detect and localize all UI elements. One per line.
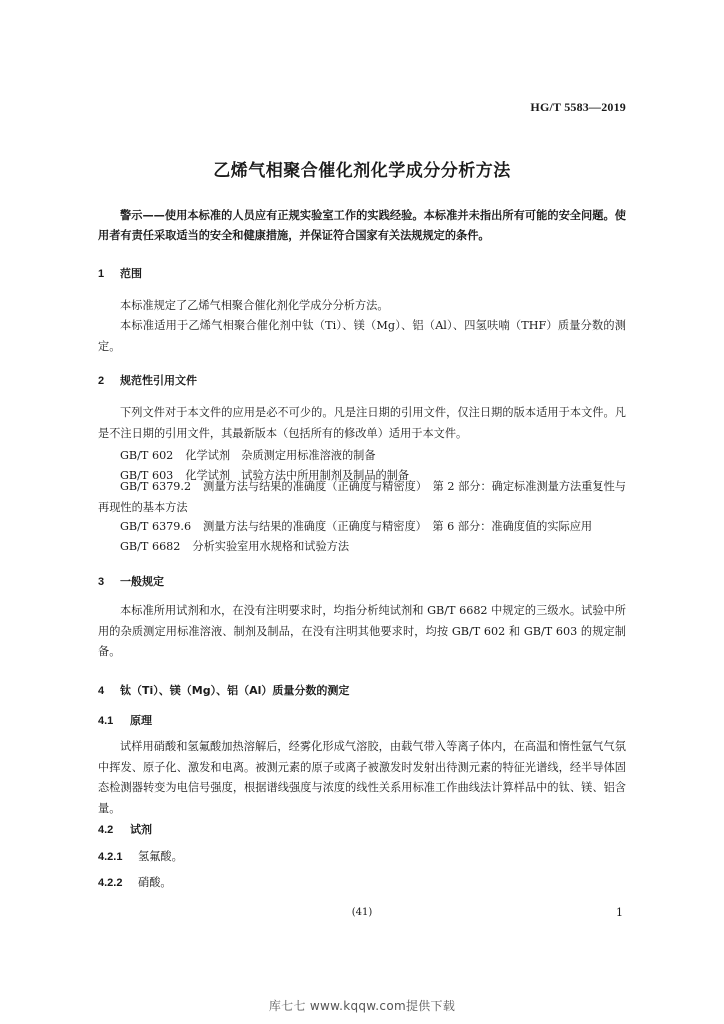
document-title: 乙烯气相聚合催化剂化学成分分析方法 — [213, 161, 511, 181]
subsection-4-1-paragraph: 试样用硝酸和氢氟酸加热溶解后，经雾化形成气溶胶，由载气带入等离子体内，在高温和惰性氩气气氛中挥发、原子化、激发和电离。被测元素的原子或离子被激发时发射出待测元素的特征光谱线，经半导体固态检测器转变为电信号强度，根据谱线强度与浓度的线性关系用标准工作曲线法计算样品中的钛、镁、铝含量。 — [98, 740, 626, 815]
reference-title: 分析实验室用水规格和试验方法 — [192, 540, 350, 553]
reference-item — [98, 477, 626, 518]
section-4-heading — [98, 682, 349, 698]
section-3-paragraph: 本标准所用试剂和水，在没有注明要求时，均指分析纯试剂和 GB/T 6682 中规定的三级水。试验中所用的杂质测定用标准溶液、制剂及制品，在没有注明其他要求时，均按 GB/T 602 和 GB/T 603 的规定制备。 — [98, 604, 626, 658]
reference-title: 化学试剂 试验方法中所用制剂及制品的制备 — [185, 469, 410, 482]
footer-page-label: (41) — [351, 907, 373, 918]
item-number: 4.2.1 — [98, 851, 123, 863]
section-number: 4 — [98, 685, 105, 697]
section-2-intro: 下列文件对于本文件的应用是必不可少的。凡是注日期的引用文件，仅注日期的版本适用于本文件。凡是不注日期的引用文件，其最新版本（包括所有的修改单）适用于本文件。 — [98, 406, 626, 440]
item-4-2-1 — [98, 848, 183, 864]
section-number: 3 — [98, 576, 105, 588]
reference-title: 测量方法与结果的准确度（正确度与精密度） 第 2 部分：确定标准测量方法重复性与再现性的基本方法 — [98, 480, 626, 514]
reference-title: 化学试剂 杂质测定用标准溶液的制备 — [185, 449, 376, 462]
download-watermark: 库七七 www.kqqw.com提供下载 — [268, 999, 456, 1013]
reference-title: 测量方法与结果的准确度（正确度与精密度） 第 6 部分：准确度值的实际应用 — [203, 520, 593, 533]
reference-code: GB/T 6379.2 — [120, 480, 192, 493]
section-3-heading — [98, 573, 164, 589]
subsection-title: 原理 — [130, 714, 152, 727]
reference-item — [120, 447, 376, 463]
standard-code: HG/T 5583—2019 — [530, 100, 626, 114]
section-1-paragraph-2: 本标准适用于乙烯气相聚合催化剂中钛（Ti）、镁（Mg）、铝（Al）、四氢呋喃（THF）质量分数的测定。 — [98, 319, 626, 353]
subsection-4-1-heading — [98, 712, 152, 728]
reference-code: GB/T 603 — [120, 469, 174, 482]
item-text: 硝酸。 — [138, 876, 172, 889]
item-number: 4.2.2 — [98, 877, 123, 889]
section-1-heading — [98, 265, 142, 281]
section-title: 一般规定 — [120, 575, 164, 588]
subsection-title: 试剂 — [130, 823, 152, 836]
section-title: 钛（Ti）、镁（Mg）、铝（Al）质量分数的测定 — [120, 684, 350, 697]
footer-page-number: 1 — [616, 906, 623, 919]
item-4-2-2 — [98, 874, 172, 890]
section-2-heading — [98, 372, 197, 388]
subsection-number: 4.2 — [98, 824, 114, 836]
reference-code: GB/T 6682 — [120, 540, 181, 553]
reference-code: GB/T 6379.6 — [120, 520, 192, 533]
subsection-4-2-heading — [98, 821, 152, 837]
subsection-number: 4.1 — [98, 715, 114, 727]
reference-code: GB/T 602 — [120, 449, 174, 462]
section-number: 2 — [98, 375, 105, 387]
section-number: 1 — [98, 268, 105, 280]
reference-item — [120, 518, 592, 534]
warning-paragraph: 警示——使用本标准的人员应有正规实验室工作的实践经验。本标准并未指出所有可能的安全问题。使用者有责任采取适当的安全和健康措施，并保证符合国家有关法规规定的条件。 — [98, 209, 626, 242]
section-title: 范围 — [120, 267, 142, 280]
section-1-paragraph-1: 本标准规定了乙烯气相聚合催化剂化学成分分析方法。 — [120, 299, 389, 312]
item-text: 氢氟酸。 — [138, 850, 183, 863]
reference-item — [120, 538, 349, 554]
section-title: 规范性引用文件 — [120, 374, 197, 387]
